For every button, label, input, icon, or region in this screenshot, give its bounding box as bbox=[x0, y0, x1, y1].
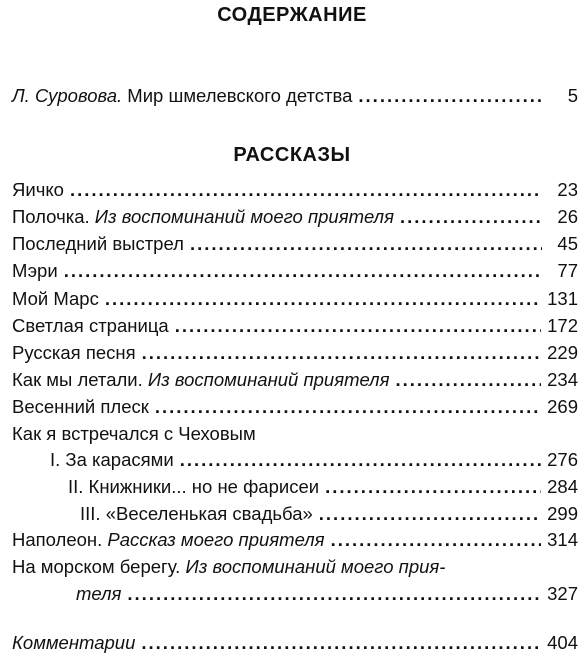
leader-dots bbox=[319, 500, 541, 528]
toc-entry bbox=[12, 230, 578, 258]
toc-entry-title: На морском берегу. bbox=[12, 556, 186, 577]
toc-entry-commentary bbox=[12, 629, 578, 657]
toc-entry bbox=[12, 285, 578, 313]
toc-entry bbox=[12, 339, 578, 367]
leader-dots bbox=[175, 312, 541, 340]
toc-entry-subtitle: Из воспоминаний моего приятеля bbox=[94, 206, 394, 227]
intro-author: Л. Суровова. bbox=[12, 85, 123, 106]
leader-dots bbox=[325, 473, 541, 501]
toc-entry-title bbox=[12, 82, 352, 110]
page-number: 327 bbox=[547, 583, 578, 604]
toc-entry-title: Как я встречался с Чеховым bbox=[12, 423, 256, 444]
contents-heading: СОДЕРЖАНИЕ bbox=[217, 4, 367, 26]
page-number: 77 bbox=[557, 260, 578, 281]
page-number: 131 bbox=[547, 288, 578, 309]
toc-entry bbox=[12, 526, 578, 554]
toc-entry-title: Наполеон. bbox=[12, 529, 108, 550]
page-number: 172 bbox=[547, 315, 578, 336]
page-number: 234 bbox=[547, 369, 578, 390]
leader-dots bbox=[358, 82, 542, 110]
toc-entry-title: Яичко bbox=[12, 179, 64, 200]
page-number: 276 bbox=[547, 449, 578, 470]
toc-entry bbox=[12, 553, 578, 581]
page-number: 229 bbox=[547, 342, 578, 363]
page-number: 23 bbox=[557, 179, 578, 200]
toc-entry bbox=[12, 257, 578, 285]
page-number: 45 bbox=[557, 233, 578, 254]
page-number: 404 bbox=[547, 632, 578, 653]
toc-subentry bbox=[50, 446, 578, 474]
toc-entry-title: Мэри bbox=[12, 260, 58, 281]
leader-dots bbox=[105, 285, 541, 313]
intro-title: Мир шмелевского детства bbox=[122, 85, 353, 106]
toc-entry-title: Полочка. bbox=[12, 206, 95, 227]
toc-entry-title: III. «Веселенькая свадьба» bbox=[80, 503, 313, 524]
toc-entry-title: Как мы летали. bbox=[12, 369, 148, 390]
toc-entry bbox=[12, 203, 578, 231]
toc-entry-subtitle: Из воспоминаний моего прия- bbox=[185, 556, 446, 577]
toc-subentry bbox=[80, 500, 578, 528]
toc-entry-continuation bbox=[76, 580, 578, 608]
toc-entry-title: Мой Марс bbox=[12, 288, 99, 309]
toc-entry-title: Комментарии bbox=[12, 632, 136, 653]
leader-dots bbox=[141, 629, 541, 657]
page-number: 269 bbox=[547, 396, 578, 417]
leader-dots bbox=[331, 526, 542, 554]
toc-section-chekhov bbox=[12, 420, 578, 448]
page-number: 314 bbox=[547, 529, 578, 550]
toc-entry-subtitle: Из воспоминаний приятеля bbox=[147, 369, 390, 390]
leader-dots bbox=[400, 203, 542, 231]
leader-dots bbox=[142, 339, 542, 367]
leader-dots bbox=[155, 393, 541, 421]
toc-entry bbox=[12, 176, 578, 204]
toc-entry-title: Русская песня bbox=[12, 342, 136, 363]
leader-dots bbox=[127, 580, 541, 608]
leader-dots bbox=[180, 446, 541, 474]
toc-entry-title: Светлая страница bbox=[12, 315, 169, 336]
toc-entry bbox=[12, 312, 578, 340]
page-number: 284 bbox=[547, 476, 578, 497]
stories-heading: РАССКАЗЫ bbox=[233, 144, 351, 166]
toc-entry-subtitle: Рассказ моего приятеля bbox=[107, 529, 325, 550]
toc-entry-intro bbox=[12, 82, 578, 110]
toc-entry-title: II. Книжники... но не фарисеи bbox=[68, 476, 320, 497]
toc-entry-title: I. За карасями bbox=[50, 449, 174, 470]
toc-entry bbox=[12, 366, 578, 394]
leader-dots bbox=[396, 366, 542, 394]
leader-dots bbox=[70, 176, 542, 204]
leader-dots bbox=[190, 230, 542, 258]
toc-subentry bbox=[68, 473, 578, 501]
page-number: 5 bbox=[567, 85, 578, 106]
toc-entry-subtitle: теля bbox=[76, 583, 122, 604]
page-number: 299 bbox=[547, 503, 578, 524]
toc-entry bbox=[12, 393, 578, 421]
toc-entry-title: Последний выстрел bbox=[12, 233, 184, 254]
leader-dots bbox=[64, 257, 542, 285]
page-number: 26 bbox=[557, 206, 578, 227]
toc-entry-title: Весенний плеск bbox=[12, 396, 149, 417]
